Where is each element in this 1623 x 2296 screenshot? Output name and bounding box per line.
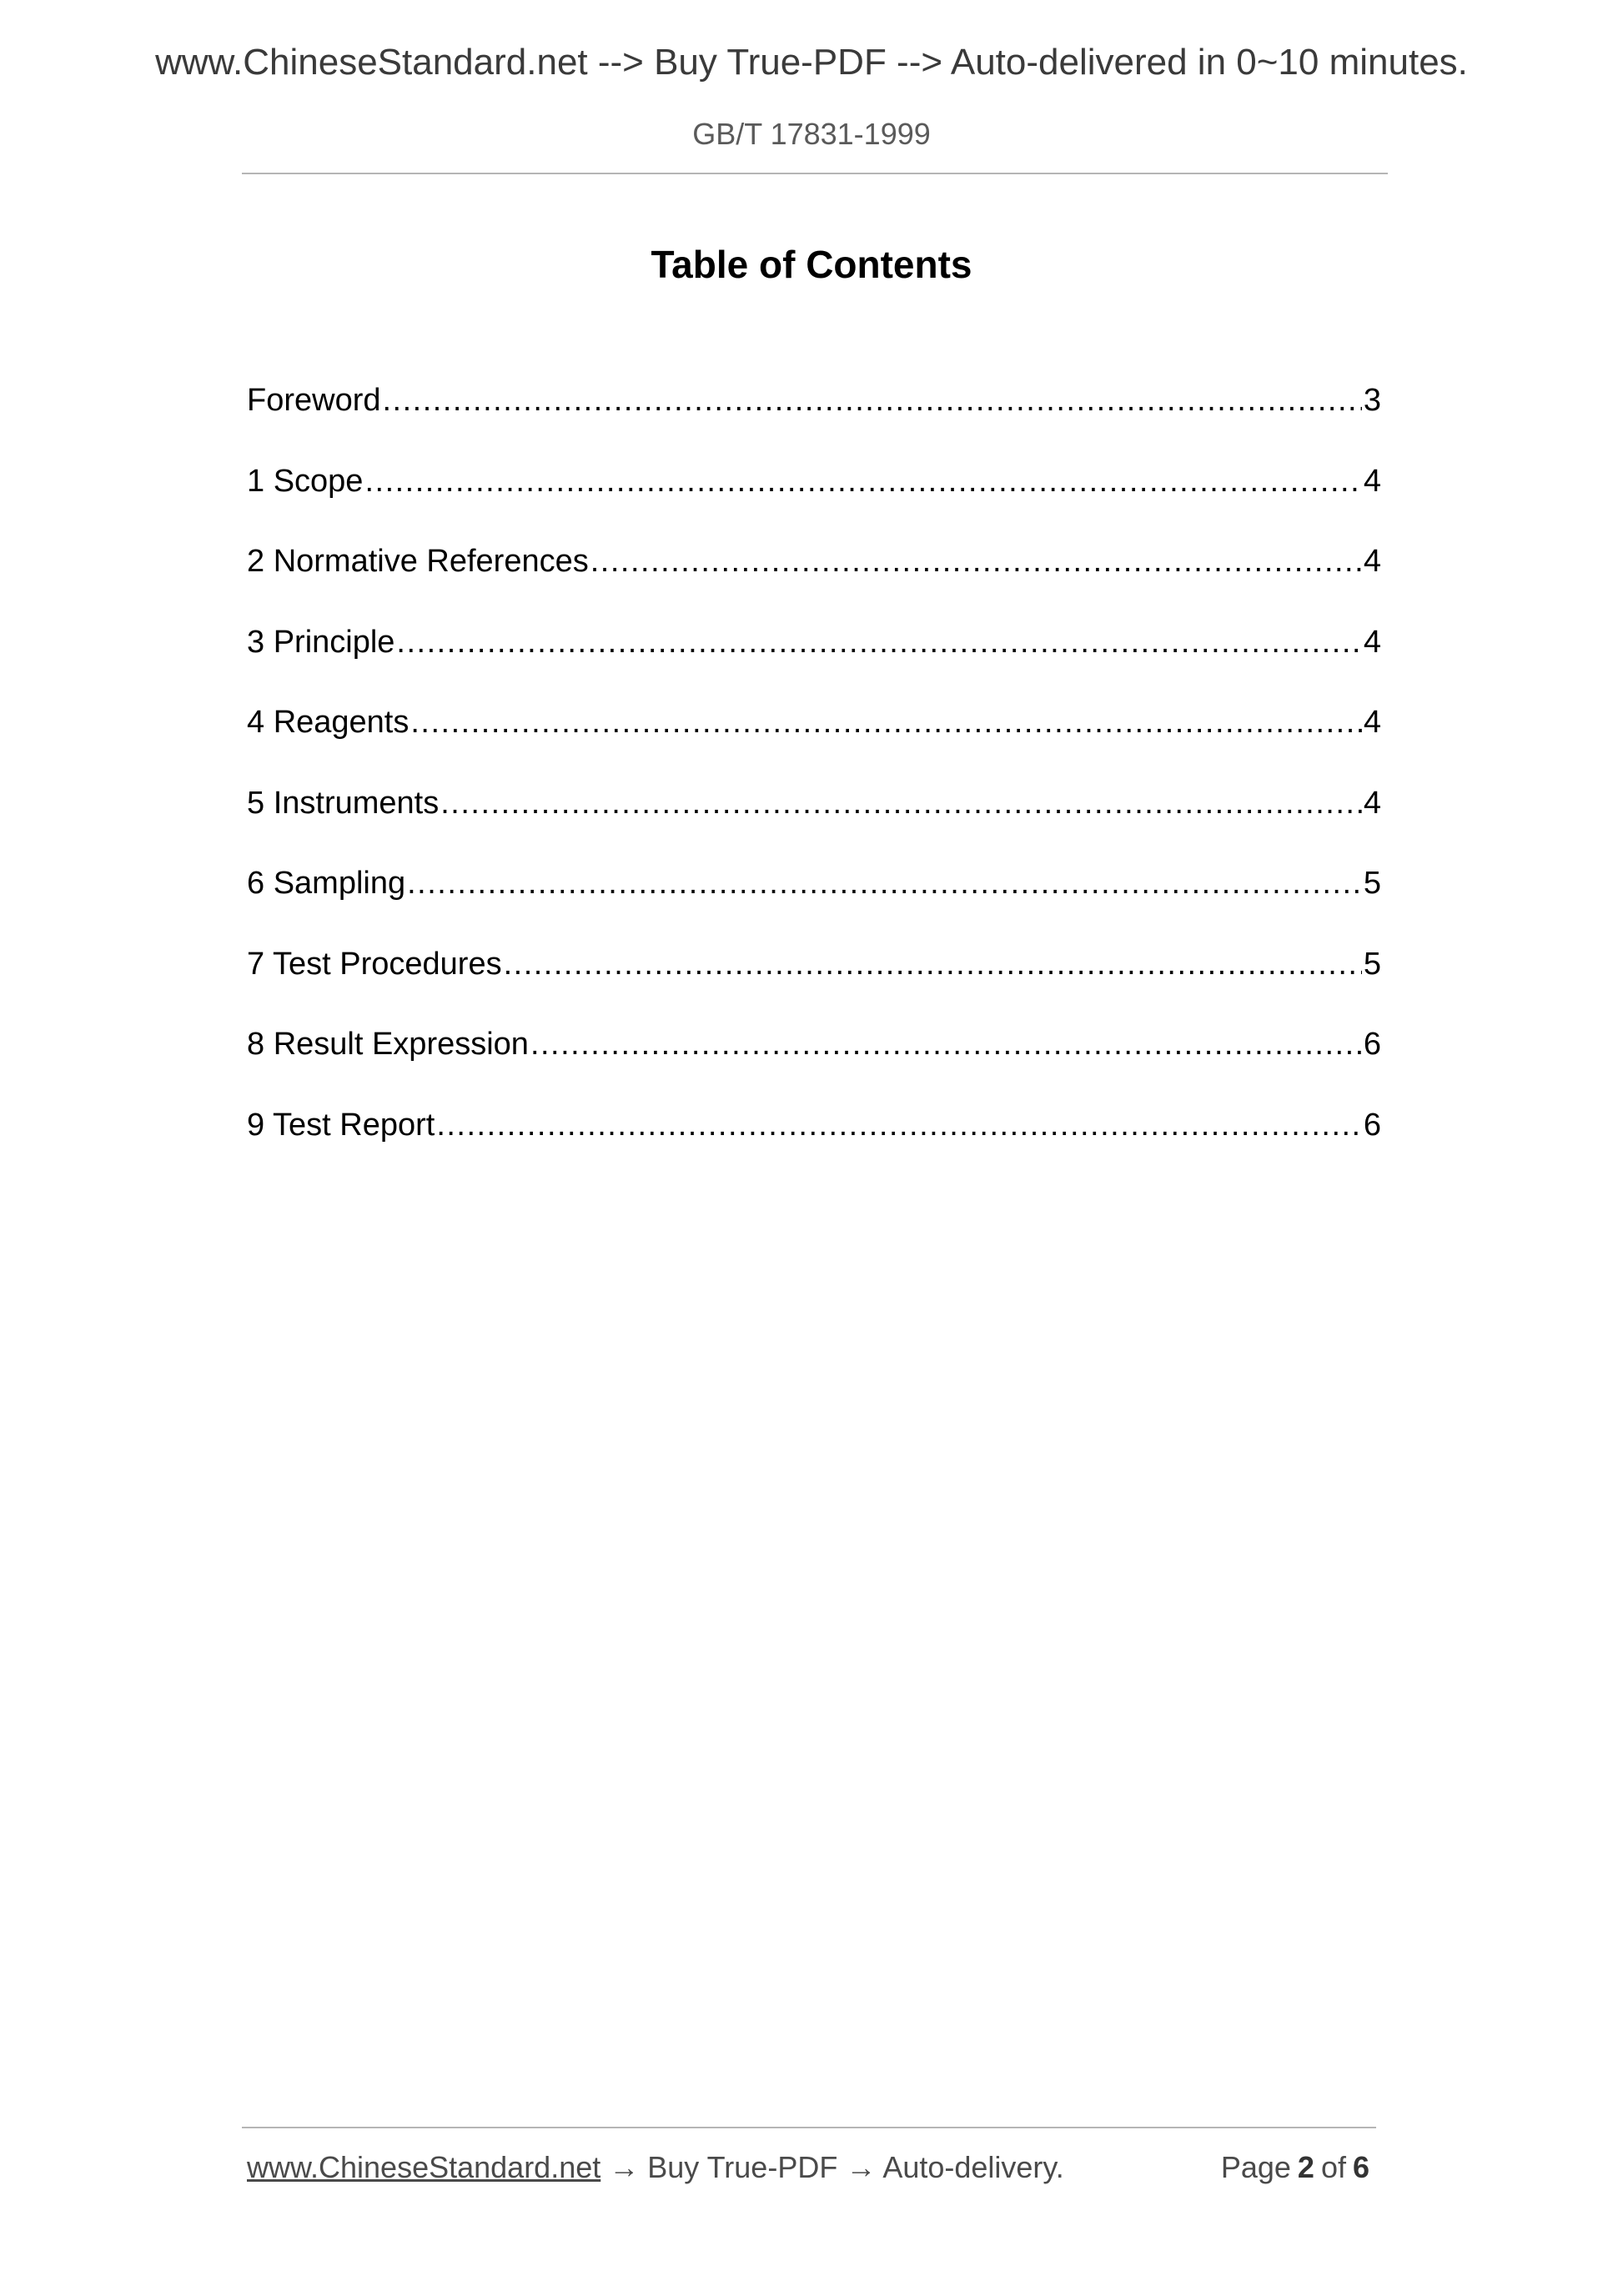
current-page-number: 2: [1297, 2150, 1314, 2184]
toc-list: [247, 377, 1381, 1182]
toc-entry-label: 6 Sampling: [247, 866, 406, 901]
toc-dot-leader: [383, 377, 1362, 424]
toc-entry-page: 4: [1363, 785, 1381, 821]
toc-entry-result-expression[interactable]: [247, 1021, 1381, 1102]
footer-tagline: → Buy True-PDF → Auto-delivery.: [600, 2150, 1064, 2184]
toc-entry-reagents[interactable]: [247, 699, 1381, 780]
toc-entry-label: 1 Scope: [247, 463, 364, 499]
toc-entry-page: 4: [1363, 705, 1381, 740]
total-page-count: 6: [1352, 2150, 1369, 2184]
toc-dot-leader: [436, 1102, 1362, 1148]
toc-entry-page: 6: [1363, 1027, 1381, 1062]
toc-entry-normative-references[interactable]: [247, 538, 1381, 619]
toc-entry-instruments[interactable]: [247, 780, 1381, 861]
toc-entry-label: 9 Test Report: [247, 1107, 435, 1143]
toc-entry-page: 4: [1363, 463, 1381, 499]
toc-entry-sampling[interactable]: [247, 860, 1381, 941]
toc-dot-leader: [410, 699, 1361, 746]
toc-entry-label: 5 Instruments: [247, 785, 440, 821]
toc-entry-principle[interactable]: [247, 619, 1381, 700]
toc-dot-leader: [504, 941, 1362, 987]
header-divider: [242, 173, 1388, 174]
toc-entry-test-report[interactable]: [247, 1102, 1381, 1183]
toc-entry-label: 8 Result Expression: [247, 1027, 529, 1062]
toc-entry-page: 5: [1363, 866, 1381, 901]
of-word: of: [1320, 2150, 1346, 2184]
toc-entry-label: 7 Test Procedures: [247, 946, 502, 982]
toc-entry-label: 2 Normative References: [247, 544, 589, 579]
top-banner: www.ChineseStandard.net --> Buy True-PDF --> Auto-delivered in 0~10 minutes.: [155, 42, 1468, 83]
toc-entry-label: 3 Principle: [247, 624, 395, 660]
toc-dot-leader: [590, 538, 1362, 585]
footer-site-link[interactable]: www.ChineseStandard.net: [247, 2150, 601, 2184]
toc-entry-scope[interactable]: [247, 458, 1381, 539]
footer-divider: [242, 2127, 1376, 2128]
toc-entry-test-procedures[interactable]: [247, 941, 1381, 1022]
toc-dot-leader: [530, 1021, 1362, 1068]
toc-entry-label: Foreword: [247, 383, 381, 418]
toc-entry-page: 6: [1363, 1107, 1381, 1143]
toc-dot-leader: [440, 780, 1362, 826]
toc-dot-leader: [364, 458, 1361, 505]
toc-entry-page: 4: [1363, 624, 1381, 660]
toc-entry-foreword[interactable]: [247, 377, 1381, 458]
page-indicator: [1221, 2150, 1376, 2185]
toc-entry-page: 4: [1363, 544, 1381, 579]
toc-dot-leader: [407, 860, 1362, 907]
toc-title: Table of Contents: [651, 243, 972, 286]
toc-entry-label: 4 Reagents: [247, 705, 410, 740]
toc-entry-page: 3: [1363, 383, 1381, 418]
page-footer: [247, 2150, 1376, 2185]
page-word: Page: [1220, 2150, 1291, 2184]
toc-entry-page: 5: [1363, 946, 1381, 982]
toc-dot-leader: [396, 619, 1361, 666]
standard-code: GB/T 17831-1999: [692, 117, 931, 151]
